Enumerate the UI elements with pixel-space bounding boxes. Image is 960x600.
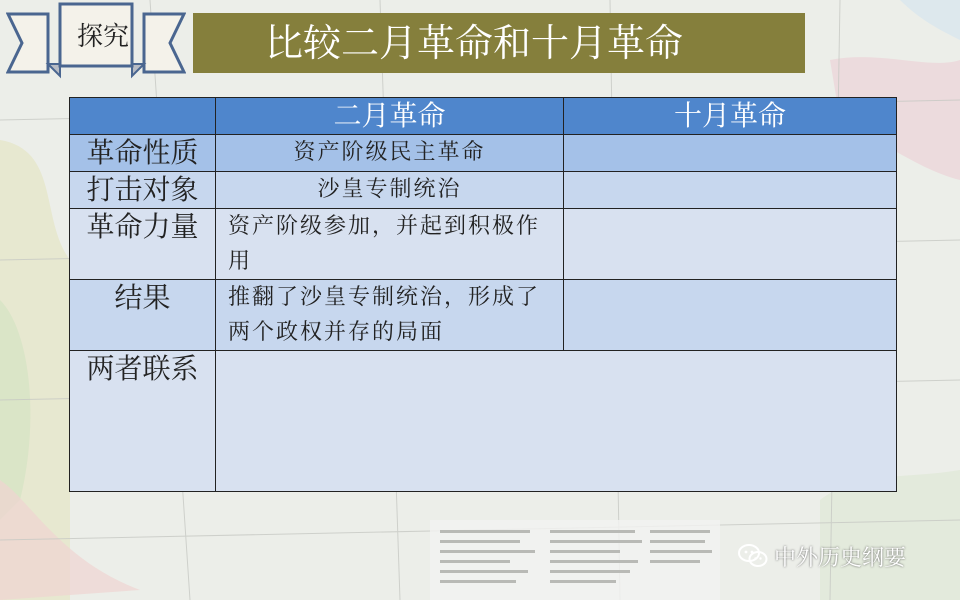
row-label-result: 结果 bbox=[70, 280, 216, 351]
cell-connection bbox=[216, 351, 897, 492]
cell-february-nature: 资产阶级民主革命 bbox=[216, 135, 564, 172]
row-label-forces: 革命力量 bbox=[70, 209, 216, 280]
table-row bbox=[70, 280, 897, 351]
cell-october-target bbox=[564, 172, 897, 209]
table-row bbox=[70, 172, 897, 209]
cell-october-nature bbox=[564, 135, 897, 172]
banner-label: 探究 bbox=[76, 22, 129, 52]
table-row bbox=[70, 351, 897, 492]
cell-october-forces bbox=[564, 209, 897, 280]
row-label-target: 打击对象 bbox=[70, 172, 216, 209]
table-row bbox=[70, 209, 897, 280]
header-empty bbox=[70, 98, 216, 135]
cell-february-forces: 资产阶级参加，并起到积极作用 bbox=[216, 209, 564, 280]
comparison-table bbox=[69, 97, 897, 492]
table-row bbox=[70, 135, 897, 172]
wechat-icon bbox=[738, 543, 768, 569]
table-header-row bbox=[70, 98, 897, 135]
cell-february-target: 沙皇专制统治 bbox=[216, 172, 564, 209]
cell-february-result: 推翻了沙皇专制统治，形成了两个政权并存的局面 bbox=[216, 280, 564, 351]
header-february-revolution: 二月革命 bbox=[216, 98, 564, 135]
row-label-connection: 两者联系 bbox=[70, 351, 216, 492]
watermark-text: 中外历史纲要 bbox=[774, 545, 907, 571]
row-label-nature: 革命性质 bbox=[70, 135, 216, 172]
banner-scroll bbox=[6, 2, 186, 82]
cell-october-result bbox=[564, 280, 897, 351]
watermark bbox=[738, 538, 906, 574]
page-title: 比较二月革命和十月革命 bbox=[193, 13, 805, 73]
header-october-revolution: 十月革命 bbox=[564, 98, 897, 135]
